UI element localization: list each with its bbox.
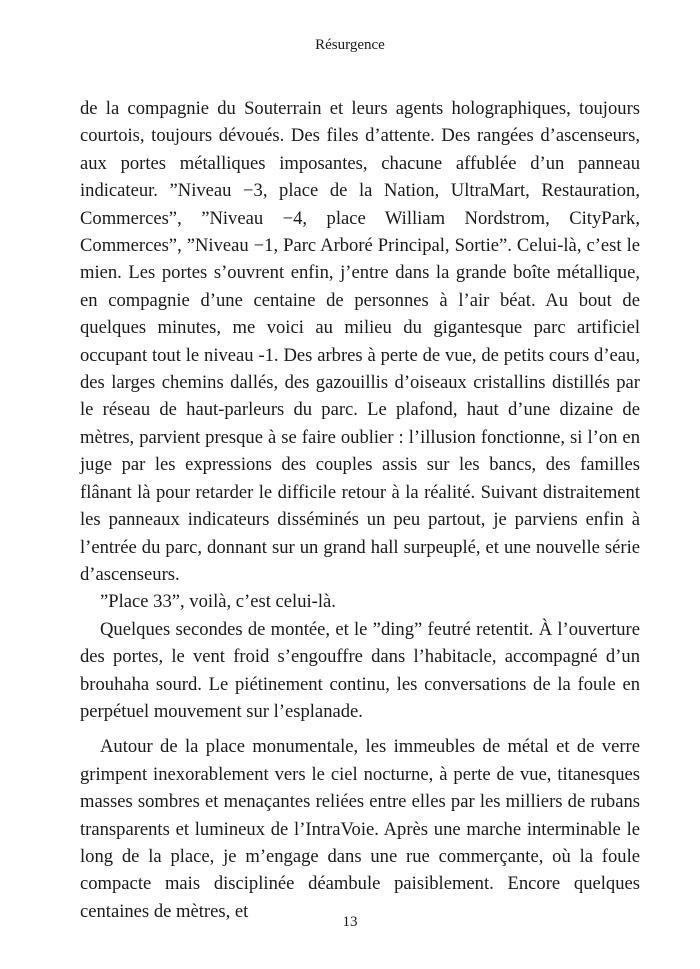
body-text [80,95,640,925]
paragraph-1: de la compagnie du Souterrain et leurs agents holographiques, toujours courtois, toujours dévoués. Des files d’attente. Des rangées d’ascenseurs, aux portes métalliques imposantes, chacune affublée d’un panneau indicateur. ”Niveau −3, place de la Nation, UltraMart, Restauration, Commerces”, ”Niveau −4, place William Nordstrom, CityPark, Commerces”, ”Niveau −1, Parc Arboré Principal, Sortie”. Celui-là, c’est le mien. Les portes s’ouvrent enfin, j’entre dans la grande boîte métallique, en compagnie d’une centaine de personnes à l’air béat. Au bout de quelques minutes, me voici au milieu du gigantesque parc artificiel occupant tout le niveau -1. Des arbres à perte de vue, de petits cours d’eau, des larges chemins dallés, des gazouillis d’oiseaux cristallins distillés par le réseau de haut-parleurs du parc. Le plafond, haut d’une dizaine de mètres, parvient presque à se faire oublier : l’illusion fonctionne, si l’on en juge par les expressions des couples assis sur les bancs, des familles flânant là pour retarder le difficile retour à la réalité. Suivant distraitement les panneaux indicateurs disséminés un peu partout, je parviens enfin à l’entrée du parc, donnant sur un grand hall surpeuplé, et une nouvelle série d’ascenseurs. [80,98,640,585]
page-number: 13 [342,914,358,930]
paragraph-2: ”Place 33”, voilà, c’est celui-là. [100,591,336,613]
paragraph-4: Autour de la place monumentale, les immeubles de métal et de verre grimpent inexorablement vers le ciel nocturne, à perte de vue, titanesques masses sombres et menaçantes reliées entre elles par les milliers de rubans transparents et lumineux de l’IntraVoie. Après une marche interminable le long de la place, je m’engage dans une rue commerçante, où la foule compacte mais disciplinée déambule paisiblement. Encore quelques centaines de mètres, et [80,736,640,922]
paragraph-3: Quelques secondes de montée, et le ”ding” feutré retentit. À l’ouverture des portes, le vent froid s’engouffre dans l’habitacle, accompagné d’un brouhaha sourd. Le piétinement continu, les conversations de la foule en perpétuel mouvement sur l’esplanade. [80,618,640,722]
running-title: Résurgence [315,37,385,53]
